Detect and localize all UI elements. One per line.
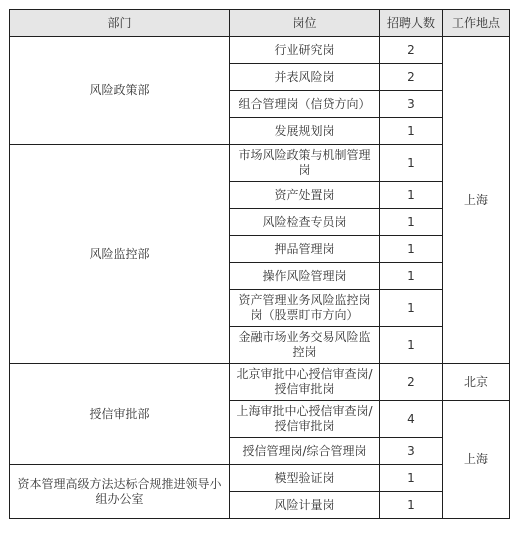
position-cell: 风险检查专员岗 [230,209,380,236]
position-cell: 操作风险管理岗 [230,263,380,290]
dept-cell: 授信审批部 [10,364,230,465]
position-cell: 市场风险政策与机制管理岗 [230,145,380,182]
dept-cell: 风险监控部 [10,145,230,364]
header-position: 岗位 [230,10,380,37]
position-cell: 组合管理岗（信贷方向） [230,91,380,118]
count-cell: 1 [380,465,443,492]
count-cell: 4 [380,401,443,438]
position-cell: 资产处置岗 [230,182,380,209]
count-cell: 1 [380,492,443,519]
location-cell: 上海 [443,401,510,519]
header-location: 工作地点 [443,10,510,37]
header-dept: 部门 [10,10,230,37]
count-cell: 3 [380,91,443,118]
table-row [10,364,510,401]
count-cell: 2 [380,37,443,64]
dept-cell: 风险政策部 [10,37,230,145]
header-count: 招聘人数 [380,10,443,37]
table-row [10,37,510,64]
position-cell: 行业研究岗 [230,37,380,64]
count-cell: 1 [380,290,443,327]
position-cell: 上海审批中心授信审查岗/授信审批岗 [230,401,380,438]
table-row [10,465,510,492]
position-cell: 风险计量岗 [230,492,380,519]
recruitment-table [9,9,510,519]
count-cell: 1 [380,209,443,236]
location-cell: 上海 [443,37,510,364]
position-cell: 资产管理业务风险监控岗岗（股票盯市方向） [230,290,380,327]
count-cell: 1 [380,327,443,364]
header-row [10,10,510,37]
count-cell: 2 [380,364,443,401]
position-cell: 押品管理岗 [230,236,380,263]
position-cell: 金融市场业务交易风险监控岗 [230,327,380,364]
count-cell: 2 [380,64,443,91]
position-cell: 北京审批中心授信审查岗/授信审批岗 [230,364,380,401]
location-cell: 北京 [443,364,510,401]
count-cell: 1 [380,145,443,182]
count-cell: 1 [380,263,443,290]
count-cell: 1 [380,118,443,145]
table-row [10,145,510,182]
position-cell: 并表风险岗 [230,64,380,91]
dept-cell: 资本管理高级方法达标合规推进领导小组办公室 [10,465,230,519]
count-cell: 1 [380,236,443,263]
count-cell: 3 [380,438,443,465]
count-cell: 1 [380,182,443,209]
position-cell: 模型验证岗 [230,465,380,492]
position-cell: 发展规划岗 [230,118,380,145]
position-cell: 授信管理岗/综合管理岗 [230,438,380,465]
